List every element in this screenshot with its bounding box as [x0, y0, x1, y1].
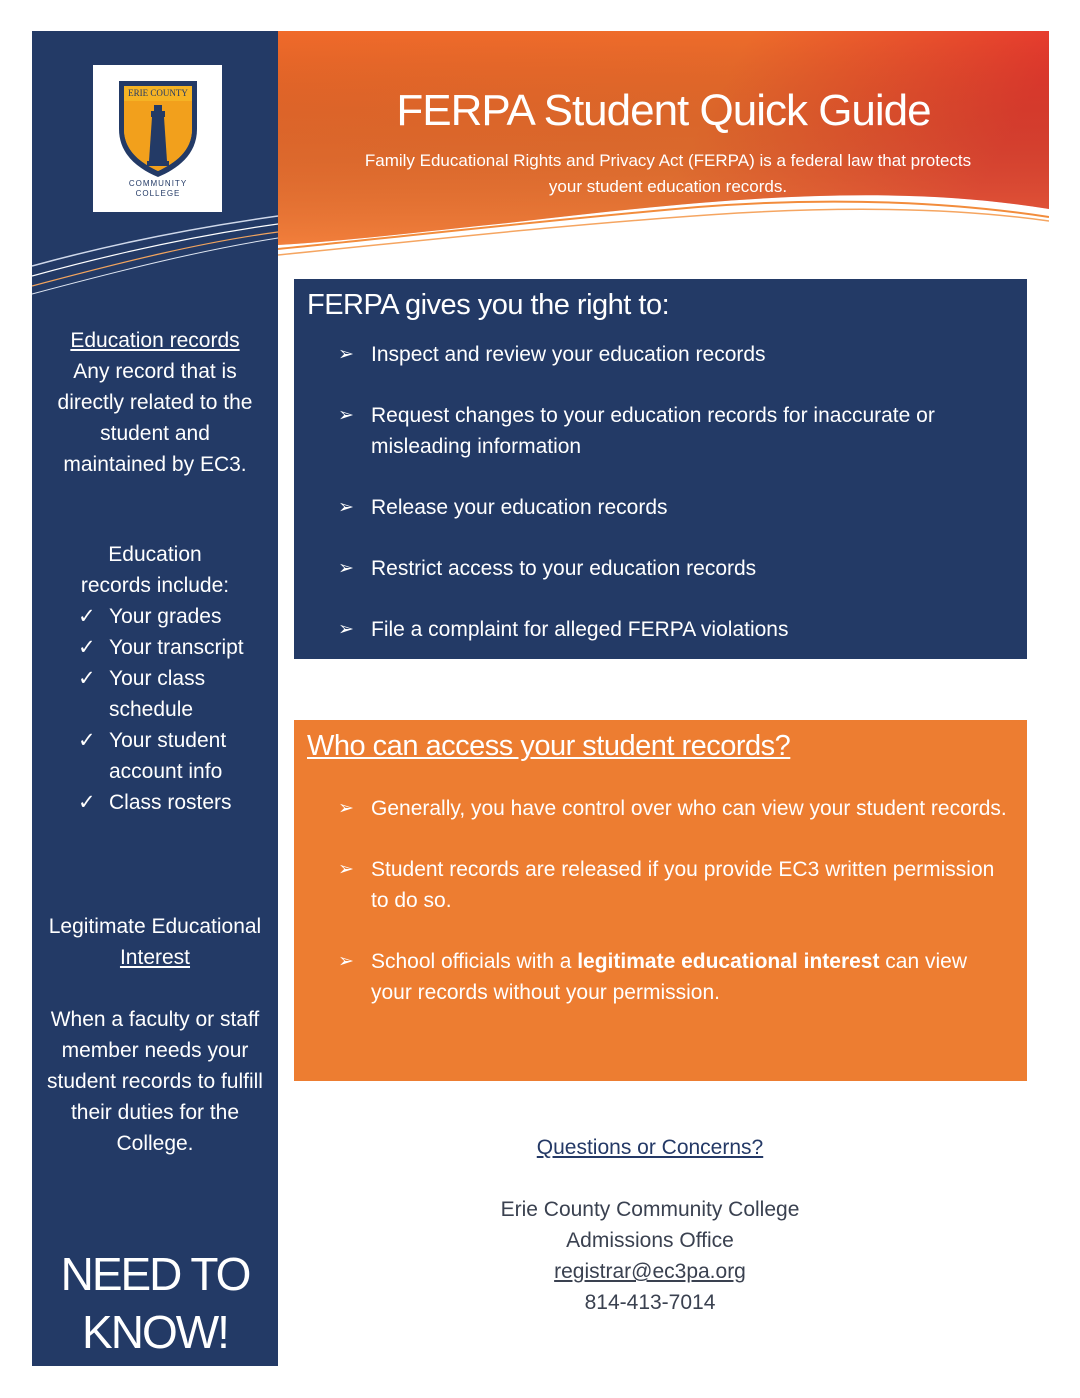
arrow-icon: ➢ — [338, 558, 354, 579]
legit-heading-line1: Legitimate Educational — [48, 915, 262, 938]
list-item: ➢ Inspect and review your education records — [294, 339, 1027, 370]
need-to-know: NEED TO KNOW! — [60, 1248, 250, 1358]
list-item: ➢ Release your education records — [294, 492, 1027, 523]
arrow-icon: ➢ — [338, 798, 354, 819]
header-banner — [278, 31, 1049, 261]
svg-text:COLLEGE: COLLEGE — [135, 189, 181, 198]
list-item: ✓ Your grades — [32, 601, 278, 632]
list-item: ➢ Request changes to your education records for inaccurate or misleading information — [294, 400, 1027, 462]
check-icon: ✓ — [78, 729, 96, 752]
arrow-icon: ➢ — [338, 344, 354, 365]
includes-intro: Education records include: — [80, 543, 230, 597]
list-item: ➢ Restrict access to your education records — [294, 553, 1027, 584]
legit-heading-line2: Interest — [119, 946, 191, 969]
header-gradient — [278, 31, 1049, 261]
contact-section — [430, 1132, 870, 1318]
arrow-icon: ➢ — [338, 859, 354, 880]
legitimate-interest-section — [32, 911, 278, 1159]
contact-phone: 814-413-7014 — [584, 1291, 716, 1314]
education-records-text: Any record that is directly related to the student and maintained by EC3. — [57, 360, 253, 476]
arrow-icon: ➢ — [338, 497, 354, 518]
access-title: Who can access your student records? — [307, 730, 791, 762]
page-subtitle: Family Educational Rights and Privacy Act (FERPA) is a federal law that protects your student education records. — [364, 151, 972, 196]
rights-list — [294, 339, 1027, 675]
svg-text:COMMUNITY: COMMUNITY — [128, 179, 188, 188]
list-item: ✓ Your class schedule — [32, 663, 278, 725]
access-box — [294, 720, 1027, 1081]
contact-office: Admissions Office — [566, 1229, 734, 1252]
svg-text:ERIE COUNTY: ERIE COUNTY — [128, 88, 188, 98]
arrow-icon: ➢ — [338, 619, 354, 640]
list-item: ✓ Class rosters — [32, 787, 278, 818]
check-icon: ✓ — [78, 636, 96, 659]
education-records-includes — [32, 539, 278, 818]
check-icon: ✓ — [78, 791, 96, 814]
includes-list — [32, 601, 278, 818]
contact-email-link[interactable]: registrar@ec3pa.org — [554, 1260, 746, 1283]
legit-interest-bold: legitimate educational interest — [577, 950, 880, 973]
contact-org: Erie County Community College — [500, 1198, 800, 1221]
education-records-heading: Education records — [70, 329, 240, 352]
rights-box — [294, 279, 1027, 659]
arrow-icon: ➢ — [338, 951, 354, 972]
list-item: ➢ School officials with a legitimate educational interest can view your records without your permission. — [294, 946, 1027, 1008]
page-title: FERPA Student Quick Guide — [396, 86, 931, 135]
list-item: ✓ Your student account info — [32, 725, 278, 787]
contact-heading: Questions or Concerns? — [536, 1136, 764, 1159]
list-item: ✓ Your transcript — [32, 632, 278, 663]
list-item: ➢ Student records are released if you provide EC3 written permission to do so. — [294, 854, 1027, 916]
check-icon: ✓ — [78, 667, 96, 690]
legit-text: When a faculty or staff member needs your student records to fulfill their duties for the College. — [47, 1008, 263, 1155]
check-icon: ✓ — [78, 605, 96, 628]
access-list — [294, 793, 1027, 1038]
list-item: ➢ File a complaint for alleged FERPA violations — [294, 614, 1027, 645]
rights-title: FERPA gives you the right to: — [307, 289, 670, 321]
arrow-icon: ➢ — [338, 405, 354, 426]
list-item: ➢ Generally, you have control over who can view your student records. — [294, 793, 1027, 824]
education-records-section — [32, 325, 278, 480]
college-logo — [93, 65, 222, 212]
